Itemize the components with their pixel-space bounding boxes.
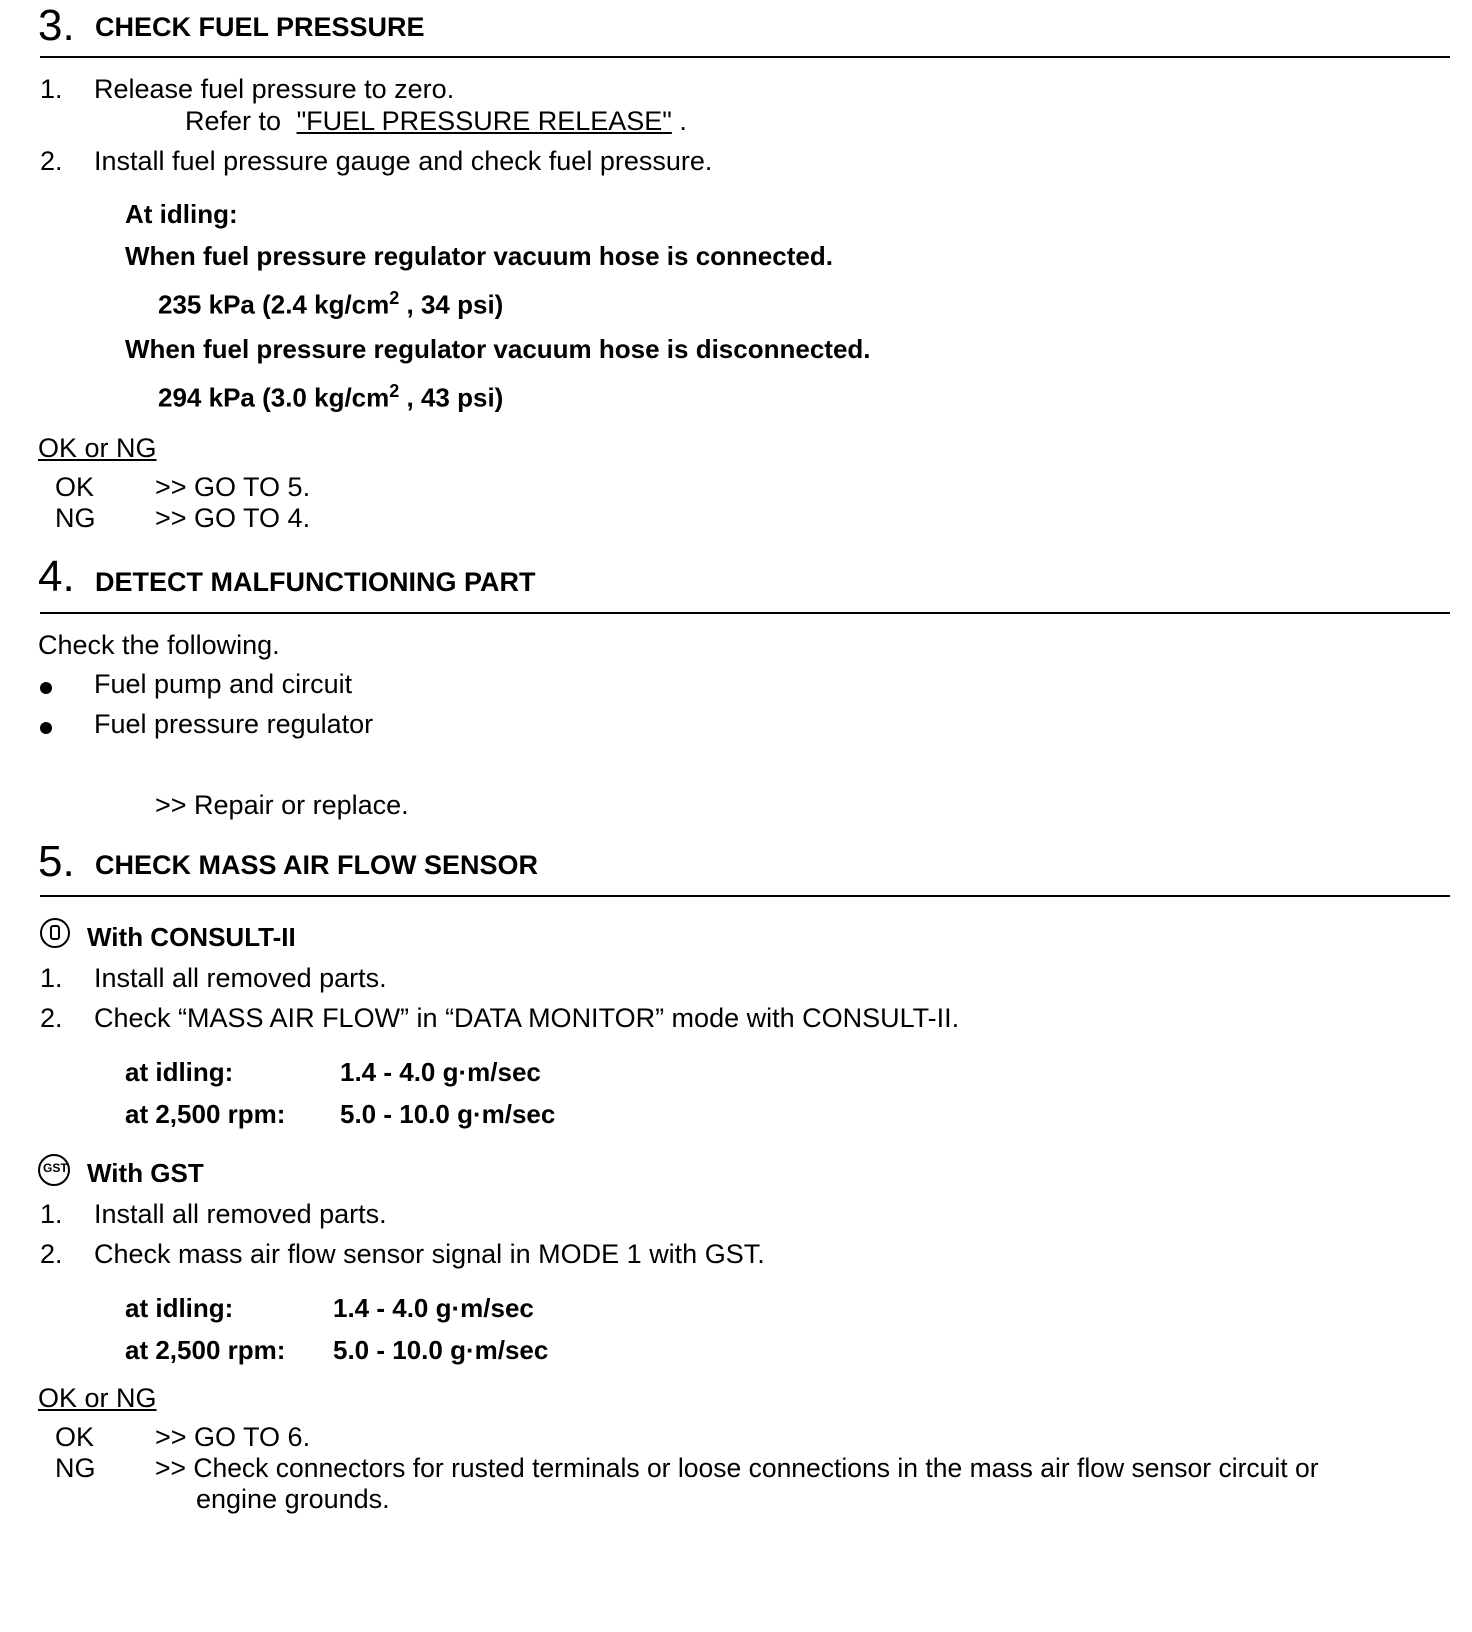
gst-icon-text: GST	[43, 1161, 68, 1175]
s5-g-idle-value: 1.4 - 4.0 g·m/sec	[333, 1293, 534, 1323]
s4-intro: Check the following.	[38, 630, 280, 660]
spec2-main: 294 kPa (3.0 kg/cm	[158, 382, 390, 413]
s5-consult-heading: With CONSULT-II	[87, 922, 296, 952]
section-3-title: CHECK FUEL PRESSURE	[95, 12, 425, 42]
fuel-pressure-release-link[interactable]: "FUEL PRESSURE RELEASE"	[296, 106, 672, 136]
section-5-title: CHECK MASS AIR FLOW SENSOR	[95, 850, 539, 880]
section-5-divider	[40, 895, 1450, 897]
s4-item-regulator: Fuel pressure regulator	[94, 709, 374, 739]
s5-gst-heading: With GST	[87, 1158, 204, 1188]
s3-spec-connected	[158, 288, 503, 321]
s5-ok-label: OK	[55, 1422, 95, 1452]
s5-ng-action-line1: >> Check connectors for rusted terminals or loose connections in the mass air flow sensor circuit or	[155, 1453, 1319, 1483]
s3-disconnected-label: When fuel pressure regulator vacuum hose is disconnected.	[125, 334, 871, 364]
gst-icon	[38, 1154, 70, 1186]
spec2-tail: , 43 psi)	[399, 382, 504, 413]
consult-icon	[40, 918, 70, 948]
s5-c-step2-number: 2.	[40, 1003, 63, 1033]
spec1-main: 235 kPa (2.4 kg/cm	[158, 289, 390, 320]
s5-c-step1-number: 1.	[40, 963, 63, 993]
s5-g-step2-text: Check mass air flow sensor signal in MODE 1 with GST.	[94, 1239, 765, 1269]
s5-ok-or-ng: OK or NG	[38, 1383, 157, 1413]
s4-item-fuel-pump: Fuel pump and circuit	[94, 669, 353, 699]
section-3-divider	[40, 56, 1450, 58]
s5-ok-action: >> GO TO 6.	[155, 1422, 311, 1452]
section-4-number: 4.	[38, 552, 75, 601]
s3-ng-label: NG	[55, 503, 96, 533]
bullet-icon	[40, 682, 52, 694]
s5-c-idle-label: at idling:	[125, 1057, 234, 1087]
s3-step1-number: 1.	[40, 74, 63, 104]
section-5-number: 5.	[38, 837, 75, 886]
bullet-icon	[40, 722, 52, 734]
s5-ng-label: NG	[55, 1453, 96, 1483]
s3-spec-disconnected	[158, 381, 503, 414]
s5-g-step1-text: Install all removed parts.	[94, 1199, 387, 1229]
section-3-number: 3.	[38, 1, 75, 50]
s4-action: >> Repair or replace.	[155, 790, 409, 820]
refer-suffix: .	[679, 106, 687, 136]
s5-c-step1-text: Install all removed parts.	[94, 963, 387, 993]
s3-ok-label: OK	[55, 472, 95, 502]
spec1-superscript: 2	[389, 288, 400, 308]
s3-ok-action: >> GO TO 5.	[155, 472, 311, 502]
s3-step1-text: Release fuel pressure to zero.	[94, 74, 455, 104]
s3-at-idling: At idling:	[125, 199, 238, 229]
s5-g-rpm-value: 5.0 - 10.0 g·m/sec	[333, 1335, 549, 1365]
s3-ng-action: >> GO TO 4.	[155, 503, 311, 533]
s5-g-idle-label: at idling:	[125, 1293, 234, 1323]
spec2-superscript: 2	[389, 381, 400, 401]
s3-ok-or-ng: OK or NG	[38, 433, 157, 463]
s5-c-rpm-value: 5.0 - 10.0 g·m/sec	[340, 1099, 556, 1129]
s5-ng-action-line2: engine grounds.	[196, 1484, 390, 1514]
s5-c-idle-value: 1.4 - 4.0 g·m/sec	[340, 1057, 541, 1087]
refer-prefix: Refer to	[185, 106, 282, 136]
s5-c-step2-text: Check “MASS AIR FLOW” in “DATA MONITOR” mode with CONSULT-II.	[94, 1003, 960, 1033]
s5-g-step1-number: 1.	[40, 1199, 63, 1229]
s3-step2-text: Install fuel pressure gauge and check fuel pressure.	[94, 146, 713, 176]
s3-connected-label: When fuel pressure regulator vacuum hose is connected.	[125, 241, 833, 271]
s5-g-step2-number: 2.	[40, 1239, 63, 1269]
section-4-divider	[40, 612, 1450, 614]
spec1-tail: , 34 psi)	[399, 289, 504, 320]
s3-step2-number: 2.	[40, 146, 63, 176]
s3-refer-line	[185, 106, 687, 137]
section-4-title: DETECT MALFUNCTIONING PART	[95, 567, 536, 597]
s5-g-rpm-label: at 2,500 rpm:	[125, 1335, 286, 1365]
s5-c-rpm-label: at 2,500 rpm:	[125, 1099, 286, 1129]
